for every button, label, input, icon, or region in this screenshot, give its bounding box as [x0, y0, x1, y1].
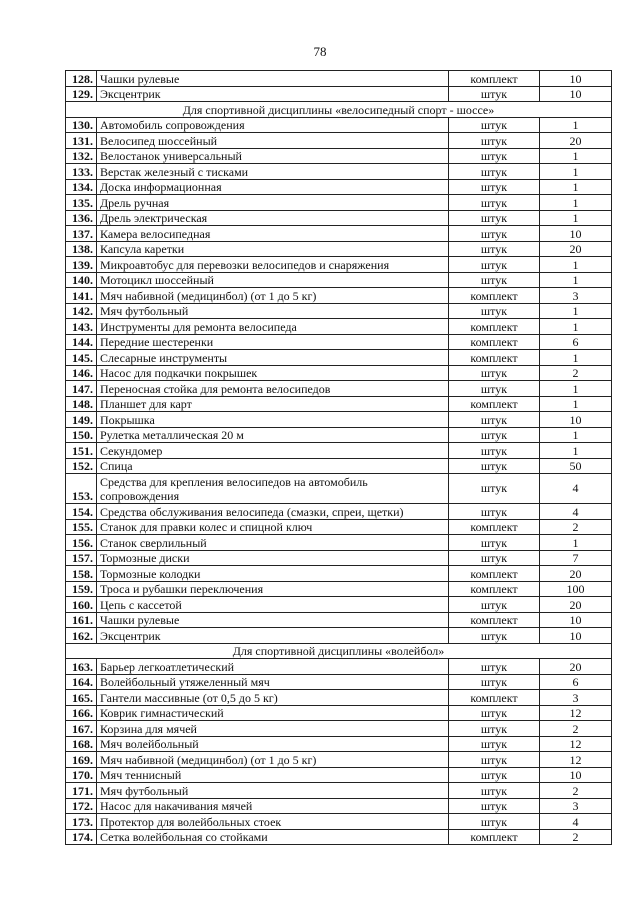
item-quantity: 1	[540, 272, 612, 288]
table-row	[66, 241, 612, 257]
item-number: 174.	[66, 829, 97, 845]
item-name: Мяч теннисный	[97, 767, 449, 783]
item-name: Станок сверлильный	[97, 535, 449, 551]
item-quantity: 1	[540, 148, 612, 164]
item-name: Насос для накачивания мячей	[97, 798, 449, 814]
item-name: Доска информационная	[97, 179, 449, 195]
item-unit: штук	[449, 272, 540, 288]
item-unit: штук	[449, 597, 540, 613]
item-number: 147.	[66, 381, 97, 397]
item-quantity: 1	[540, 257, 612, 273]
table-row	[66, 195, 612, 211]
item-number: 145.	[66, 350, 97, 366]
item-name: Рулетка металлическая 20 м	[97, 427, 449, 443]
item-unit: штук	[449, 474, 540, 504]
table-row	[66, 381, 612, 397]
table-row	[66, 474, 612, 504]
table-row	[66, 597, 612, 613]
item-quantity: 10	[540, 767, 612, 783]
table-row	[66, 752, 612, 768]
table-row	[66, 334, 612, 350]
item-unit: комплект	[449, 350, 540, 366]
item-name: Станок для правки колес и спицной ключ	[97, 519, 449, 535]
item-unit: комплект	[449, 690, 540, 706]
item-quantity: 1	[540, 164, 612, 180]
item-name: Дрель ручная	[97, 195, 449, 211]
item-number: 164.	[66, 674, 97, 690]
item-quantity: 7	[540, 550, 612, 566]
item-name: Средства обслуживания велосипеда (смазки, спреи, щетки)	[97, 504, 449, 520]
item-number: 134.	[66, 179, 97, 195]
item-unit: штук	[449, 427, 540, 443]
item-name: Автомобиль сопровождения	[97, 117, 449, 133]
item-unit: комплект	[449, 334, 540, 350]
table-row	[66, 210, 612, 226]
item-unit: штук	[449, 458, 540, 474]
item-number: 155.	[66, 519, 97, 535]
item-name: Велостанок универсальный	[97, 148, 449, 164]
table-row	[66, 674, 612, 690]
table-row	[66, 412, 612, 428]
item-number: 153.	[66, 474, 97, 504]
table-row	[66, 550, 612, 566]
table-row	[66, 814, 612, 830]
item-quantity: 4	[540, 474, 612, 504]
item-unit: комплект	[449, 581, 540, 597]
item-name: Волейбольный утяжеленный мяч	[97, 674, 449, 690]
item-unit: штук	[449, 241, 540, 257]
item-quantity: 3	[540, 288, 612, 304]
item-name: Чашки рулевые	[97, 612, 449, 628]
item-number: 141.	[66, 288, 97, 304]
item-number: 132.	[66, 148, 97, 164]
item-quantity: 10	[540, 71, 612, 87]
item-unit: штук	[449, 721, 540, 737]
item-name: Слесарные инструменты	[97, 350, 449, 366]
item-quantity: 2	[540, 829, 612, 845]
table-row	[66, 288, 612, 304]
item-name: Переносная стойка для ремонта велосипедов	[97, 381, 449, 397]
item-quantity: 12	[540, 736, 612, 752]
section-header-row	[66, 102, 612, 118]
table-row	[66, 767, 612, 783]
item-number: 154.	[66, 504, 97, 520]
item-number: 168.	[66, 736, 97, 752]
item-unit: комплект	[449, 319, 540, 335]
item-unit: штук	[449, 226, 540, 242]
item-number: 163.	[66, 659, 97, 675]
equipment-table-body	[66, 71, 612, 845]
table-row	[66, 86, 612, 102]
item-name: Средства для крепления велосипедов на автомобиль сопровождения	[97, 474, 449, 504]
item-number: 143.	[66, 319, 97, 335]
item-number: 158.	[66, 566, 97, 582]
item-number: 151.	[66, 443, 97, 459]
section-header-row	[66, 643, 612, 659]
item-number: 149.	[66, 412, 97, 428]
item-quantity: 6	[540, 674, 612, 690]
item-quantity: 20	[540, 241, 612, 257]
item-quantity: 1	[540, 195, 612, 211]
item-name: Велосипед шоссейный	[97, 133, 449, 149]
item-quantity: 2	[540, 721, 612, 737]
item-number: 173.	[66, 814, 97, 830]
item-number: 136.	[66, 210, 97, 226]
item-unit: комплект	[449, 566, 540, 582]
item-unit: штук	[449, 303, 540, 319]
table-row	[66, 71, 612, 87]
item-unit: штук	[449, 210, 540, 226]
table-row	[66, 535, 612, 551]
item-unit: штук	[449, 535, 540, 551]
item-number: 169.	[66, 752, 97, 768]
table-row	[66, 365, 612, 381]
item-quantity: 3	[540, 690, 612, 706]
item-unit: штук	[449, 117, 540, 133]
table-row	[66, 148, 612, 164]
table-row	[66, 117, 612, 133]
item-name: Мяч футбольный	[97, 303, 449, 319]
item-number: 171.	[66, 783, 97, 799]
item-unit: штук	[449, 86, 540, 102]
item-unit: штук	[449, 412, 540, 428]
item-quantity: 20	[540, 659, 612, 675]
item-number: 133.	[66, 164, 97, 180]
item-name: Мяч набивной (медицинбол) (от 1 до 5 кг)	[97, 288, 449, 304]
item-unit: комплект	[449, 519, 540, 535]
item-name: Дрель электрическая	[97, 210, 449, 226]
table-row	[66, 566, 612, 582]
item-name: Тормозные колодки	[97, 566, 449, 582]
item-name: Корзина для мячей	[97, 721, 449, 737]
item-quantity: 10	[540, 226, 612, 242]
table-row	[66, 659, 612, 675]
item-quantity: 10	[540, 628, 612, 644]
item-number: 156.	[66, 535, 97, 551]
table-row	[66, 519, 612, 535]
item-name: Верстак железный с тисками	[97, 164, 449, 180]
item-unit: штук	[449, 179, 540, 195]
table-row	[66, 798, 612, 814]
item-name: Мяч набивной (медицинбол) (от 1 до 5 кг)	[97, 752, 449, 768]
table-row	[66, 458, 612, 474]
item-unit: штук	[449, 659, 540, 675]
item-unit: штук	[449, 705, 540, 721]
section-title: Для спортивной дисциплины «велосипедный спорт - шоссе»	[66, 102, 612, 118]
item-number: 140.	[66, 272, 97, 288]
item-name: Передние шестеренки	[97, 334, 449, 350]
item-name: Планшет для карт	[97, 396, 449, 412]
table-row	[66, 319, 612, 335]
item-quantity: 1	[540, 535, 612, 551]
item-quantity: 100	[540, 581, 612, 597]
item-number: 172.	[66, 798, 97, 814]
item-number: 150.	[66, 427, 97, 443]
item-unit: штук	[449, 148, 540, 164]
item-quantity: 20	[540, 597, 612, 613]
item-quantity: 1	[540, 179, 612, 195]
table-row	[66, 133, 612, 149]
item-name: Чашки рулевые	[97, 71, 449, 87]
item-quantity: 12	[540, 752, 612, 768]
item-quantity: 4	[540, 504, 612, 520]
item-number: 166.	[66, 705, 97, 721]
table-row	[66, 721, 612, 737]
item-quantity: 20	[540, 133, 612, 149]
item-number: 159.	[66, 581, 97, 597]
item-name: Насос для подкачки покрышек	[97, 365, 449, 381]
item-unit: комплект	[449, 396, 540, 412]
item-name: Барьер легкоатлетический	[97, 659, 449, 675]
item-number: 135.	[66, 195, 97, 211]
item-unit: штук	[449, 798, 540, 814]
item-quantity: 3	[540, 798, 612, 814]
item-unit: комплект	[449, 71, 540, 87]
item-name: Троса и рубашки переключения	[97, 581, 449, 597]
table-row	[66, 443, 612, 459]
item-name: Мотоцикл шоссейный	[97, 272, 449, 288]
item-name: Микроавтобус для перевозки велосипедов и снаряжения	[97, 257, 449, 273]
item-unit: штук	[449, 550, 540, 566]
table-row	[66, 303, 612, 319]
item-name: Мяч футбольный	[97, 783, 449, 799]
item-unit: штук	[449, 365, 540, 381]
item-unit: комплект	[449, 829, 540, 845]
item-number: 129.	[66, 86, 97, 102]
item-quantity: 12	[540, 705, 612, 721]
item-name: Камера велосипедная	[97, 226, 449, 242]
table-row	[66, 396, 612, 412]
item-unit: штук	[449, 628, 540, 644]
item-number: 170.	[66, 767, 97, 783]
item-name: Протектор для волейбольных стоек	[97, 814, 449, 830]
table-row	[66, 350, 612, 366]
item-unit: штук	[449, 752, 540, 768]
table-row	[66, 581, 612, 597]
table-row	[66, 628, 612, 644]
item-number: 128.	[66, 71, 97, 87]
table-row	[66, 179, 612, 195]
item-quantity: 20	[540, 566, 612, 582]
item-number: 139.	[66, 257, 97, 273]
item-name: Мяч волейбольный	[97, 736, 449, 752]
item-unit: штук	[449, 767, 540, 783]
table-row	[66, 705, 612, 721]
table-row	[66, 272, 612, 288]
item-unit: комплект	[449, 288, 540, 304]
table-row	[66, 690, 612, 706]
item-number: 152.	[66, 458, 97, 474]
item-unit: штук	[449, 133, 540, 149]
item-name: Инструменты для ремонта велосипеда	[97, 319, 449, 335]
table-row	[66, 164, 612, 180]
item-name: Эксцентрик	[97, 86, 449, 102]
table-row	[66, 226, 612, 242]
item-unit: штук	[449, 195, 540, 211]
item-name: Капсула каретки	[97, 241, 449, 257]
item-quantity: 2	[540, 519, 612, 535]
item-number: 162.	[66, 628, 97, 644]
section-title: Для спортивной дисциплины «волейбол»	[66, 643, 612, 659]
item-quantity: 1	[540, 350, 612, 366]
item-number: 142.	[66, 303, 97, 319]
item-name: Секундомер	[97, 443, 449, 459]
item-number: 144.	[66, 334, 97, 350]
item-number: 160.	[66, 597, 97, 613]
item-quantity: 1	[540, 319, 612, 335]
item-quantity: 4	[540, 814, 612, 830]
item-number: 167.	[66, 721, 97, 737]
item-name: Гантели массивные (от 0,5 до 5 кг)	[97, 690, 449, 706]
item-name: Цепь с кассетой	[97, 597, 449, 613]
item-quantity: 50	[540, 458, 612, 474]
table-row	[66, 427, 612, 443]
item-unit: штук	[449, 443, 540, 459]
item-quantity: 10	[540, 412, 612, 428]
item-number: 146.	[66, 365, 97, 381]
item-unit: штук	[449, 164, 540, 180]
table-row	[66, 612, 612, 628]
item-number: 148.	[66, 396, 97, 412]
item-quantity: 1	[540, 210, 612, 226]
item-number: 130.	[66, 117, 97, 133]
item-quantity: 10	[540, 86, 612, 102]
item-quantity: 6	[540, 334, 612, 350]
item-unit: штук	[449, 674, 540, 690]
table-row	[66, 783, 612, 799]
item-quantity: 1	[540, 117, 612, 133]
item-quantity: 2	[540, 783, 612, 799]
item-number: 165.	[66, 690, 97, 706]
item-number: 131.	[66, 133, 97, 149]
item-unit: штук	[449, 504, 540, 520]
table-row	[66, 736, 612, 752]
item-quantity: 1	[540, 396, 612, 412]
item-quantity: 1	[540, 443, 612, 459]
item-name: Покрышка	[97, 412, 449, 428]
item-name: Сетка волейбольная со стойками	[97, 829, 449, 845]
item-number: 138.	[66, 241, 97, 257]
table-row	[66, 829, 612, 845]
item-number: 157.	[66, 550, 97, 566]
item-unit: штук	[449, 783, 540, 799]
item-unit: комплект	[449, 612, 540, 628]
item-name: Тормозные диски	[97, 550, 449, 566]
table-row	[66, 504, 612, 520]
item-quantity: 10	[540, 612, 612, 628]
table-row	[66, 257, 612, 273]
item-quantity: 1	[540, 303, 612, 319]
item-quantity: 1	[540, 381, 612, 397]
equipment-table	[65, 70, 612, 845]
item-name: Спица	[97, 458, 449, 474]
item-unit: штук	[449, 814, 540, 830]
item-unit: штук	[449, 381, 540, 397]
item-quantity: 2	[540, 365, 612, 381]
item-name: Эксцентрик	[97, 628, 449, 644]
item-name: Коврик гимнастический	[97, 705, 449, 721]
item-number: 161.	[66, 612, 97, 628]
item-unit: штук	[449, 257, 540, 273]
item-quantity: 1	[540, 427, 612, 443]
item-unit: штук	[449, 736, 540, 752]
page-number: 78	[313, 44, 327, 59]
item-number: 137.	[66, 226, 97, 242]
